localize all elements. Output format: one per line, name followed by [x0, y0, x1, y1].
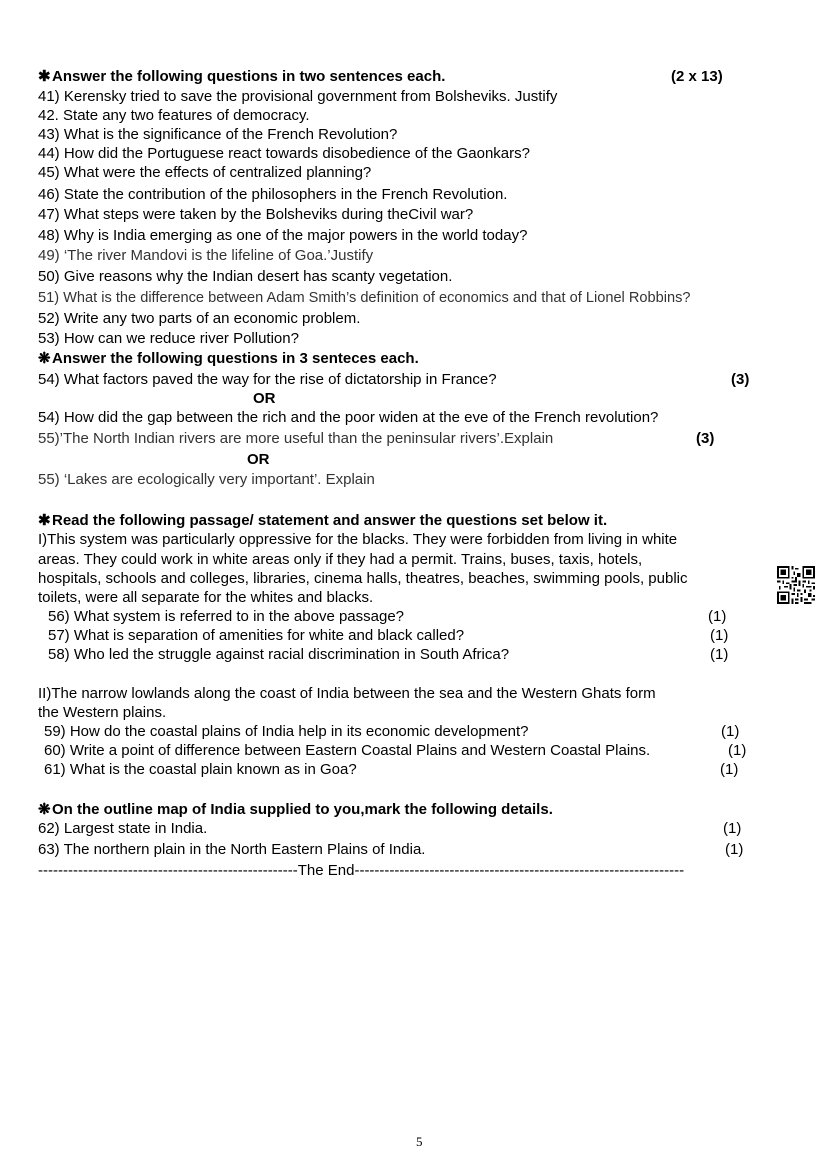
- question-54a-marks: (3): [731, 371, 750, 388]
- passage2-line: the Western plains.: [38, 704, 167, 721]
- section1-marks: (2 x 13): [671, 68, 723, 85]
- end-line: ----------------------------------------------------The End------------------------------------------------------------------: [38, 862, 685, 879]
- question-43: 43) What is the significance of the French Revolution?: [38, 126, 398, 143]
- question-51: 51) What is the difference between Adam Smith’s definition of economics and that of Lionel Robbins?: [38, 290, 691, 306]
- section4-heading: ❋On the outline map of India supplied to you,mark the following details.: [38, 801, 553, 818]
- question-57-marks: (1): [710, 627, 729, 644]
- question-58: 58) Who led the struggle against racial discrimination in South Africa?: [48, 646, 510, 663]
- question-63: 63) The northern plain in the North Eastern Plains of India.: [38, 841, 426, 858]
- question-45: 45) What were the effects of centralized planning?: [38, 164, 372, 181]
- question-59: 59) How do the coastal plains of India help in its economic development?: [44, 723, 529, 740]
- question-61-marks: (1): [720, 761, 739, 778]
- question-62-marks: (1): [723, 820, 742, 837]
- question-63-marks: (1): [725, 841, 744, 858]
- section1-heading: ✱Answer the following questions in two sentences each.: [38, 68, 446, 85]
- section3-heading: ✱Read the following passage/ statement and answer the questions set below it.: [38, 512, 608, 529]
- passage1-line: toilets, were all separate for the whites and blacks.: [38, 589, 374, 606]
- passage2-line: II)The narrow lowlands along the coast of India between the sea and the Western Ghats form: [38, 685, 656, 702]
- section2-heading: ❋Answer the following questions in 3 senteces each.: [38, 350, 419, 367]
- asterisk-bullet-icon: ✱: [38, 512, 51, 529]
- question-59-marks: (1): [721, 723, 740, 740]
- question-62: 62) Largest state in India.: [38, 820, 208, 837]
- question-49: 49) ‘The river Mandovi is the lifeline of Goa.’Justify: [38, 247, 374, 264]
- question-55a-marks: (3): [696, 430, 715, 447]
- asterisk-bullet-icon: ❋: [38, 801, 51, 818]
- page-number: 5: [416, 1134, 423, 1149]
- question-54b: 54) How did the gap between the rich and the poor widen at the eve of the French revolution?: [38, 409, 659, 426]
- or-divider-1: OR: [253, 390, 276, 407]
- question-50: 50) Give reasons why the Indian desert has scanty vegetation.: [38, 268, 453, 285]
- question-55b: 55) ‘Lakes are ecologically very important’. Explain: [38, 471, 375, 488]
- passage1-line: I)This system was particularly oppressive for the blacks. They were forbidden from living in white: [38, 531, 678, 548]
- question-46: 46) State the contribution of the philosophers in the French Revolution.: [38, 186, 508, 203]
- question-58-marks: (1): [710, 646, 729, 663]
- asterisk-bullet-icon: ❋: [38, 350, 51, 367]
- question-52: 52) Write any two parts of an economic problem.: [38, 310, 361, 327]
- or-divider-2: OR: [247, 451, 270, 468]
- question-57: 57) What is separation of amenities for white and black called?: [48, 627, 465, 644]
- question-44: 44) How did the Portuguese react towards disobedience of the Gaonkars?: [38, 145, 530, 162]
- question-61: 61) What is the coastal plain known as in Goa?: [44, 761, 357, 778]
- question-48: 48) Why is India emerging as one of the major powers in the world today?: [38, 227, 528, 244]
- question-56-marks: (1): [708, 608, 727, 625]
- qr-code-icon: [777, 566, 815, 604]
- question-41: 41) Kerensky tried to save the provisional government from Bolsheviks. Justify: [38, 88, 558, 105]
- question-60-marks: (1): [728, 742, 747, 759]
- question-55a: 55)’The North Indian rivers are more useful than the peninsular rivers’.Explain: [38, 430, 554, 447]
- question-60: 60) Write a point of difference between Eastern Coastal Plains and Western Coastal Plains.: [44, 742, 651, 759]
- passage1-line: areas. They could work in white areas only if they had a permit. Trains, buses, taxis, hotels,: [38, 551, 643, 568]
- asterisk-bullet-icon: ✱: [38, 68, 51, 85]
- question-53: 53) How can we reduce river Pollution?: [38, 330, 299, 347]
- question-54a: 54) What factors paved the way for the rise of dictatorship in France?: [38, 371, 497, 388]
- question-56: 56) What system is referred to in the above passage?: [48, 608, 405, 625]
- passage1-line: hospitals, schools and colleges, libraries, cinema halls, theatres, beaches, swimming pools, public: [38, 570, 688, 587]
- question-47: 47) What steps were taken by the Bolsheviks during theCivil war?: [38, 206, 474, 223]
- question-42: 42. State any two features of democracy.: [38, 107, 310, 124]
